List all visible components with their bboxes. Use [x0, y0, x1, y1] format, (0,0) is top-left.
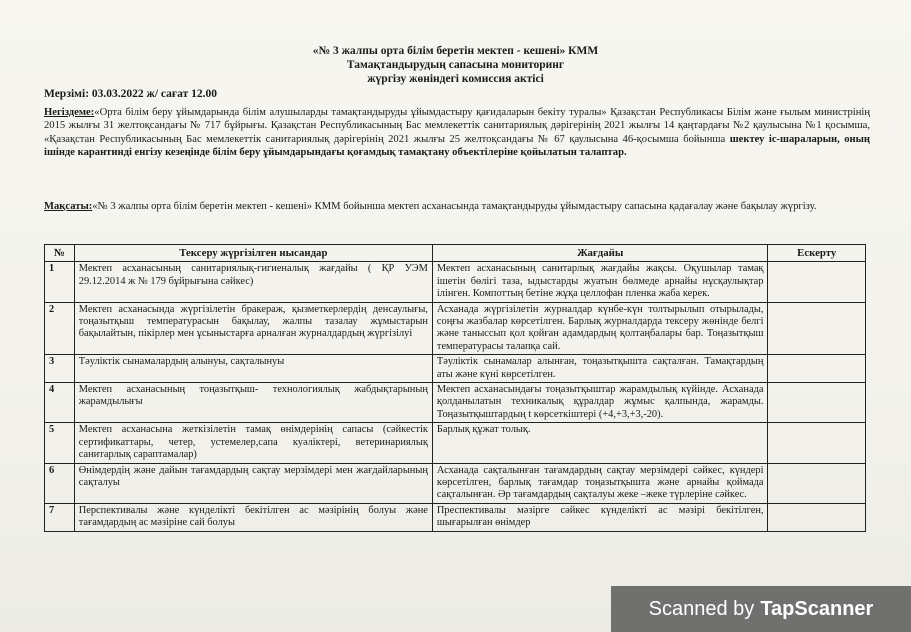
row-object: Мектеп асханасының санитариялық-гигиеналық жағдайы ( ҚР УЭМ 29.12.2014 ж № 179 бұйрығына сәйкес)	[74, 262, 432, 302]
purpose-label: Мақсаты:	[44, 201, 93, 212]
table-row	[45, 423, 866, 463]
table-row	[45, 355, 866, 383]
header-note: Ескерту	[768, 245, 866, 262]
row-status: Мектеп асханасындағы тоңазытқыштар жарамдылық күйінде. Асханада қолданылатын техникалық құралдар жұмыс қалпында, жарамды. Тоңазытқыштардың t көрсеткіштері (+4,+3,+3,-20).	[432, 383, 768, 423]
row-note	[768, 302, 866, 355]
header-line-3: жүргізу жөніндегі комиссия актісі	[367, 73, 544, 85]
row-status: Асханада жүргізілетін журналдар күнбе-күн толтырылып отырылады, соңғы жазбалар көрсетілген. Барлық журналдарда тексеру жөнінде белгі және таныссып қол қойған адамдардың қолтаңбалары бар. Тоңазытқыш температурасы талапқа сай.	[432, 302, 768, 355]
scanner-watermark	[611, 586, 911, 632]
header-status: Жағдайы	[432, 245, 768, 262]
basis-paragraph	[44, 106, 870, 160]
row-object: Тәуліктік сынамалардың алынуы, сақталынуы	[74, 355, 432, 383]
header-object: Тексеру жүргізілген нысандар	[74, 245, 432, 262]
row-number: 1	[45, 262, 75, 302]
row-object: Мектеп асханасында жүргізілетін бракераж, қызметкерлердің денсаулығы, тоңазытқыш температурасын бақылау, жалпы тазалау жұмыстарын бақылайтын, пікірлер мен ұсыныстарға арналған журналдардың жүргізілуі	[74, 302, 432, 355]
row-status: Тәуліктік сынамалар алынған, тоңазытқышта сақталған. Тамақтардың аты және күні көрсетілген.	[432, 355, 768, 383]
header-line-2: Тамақтандырудың сапасына мониторинг	[346, 59, 565, 71]
row-note	[768, 262, 866, 302]
row-note	[768, 423, 866, 463]
purpose-paragraph	[44, 200, 870, 213]
watermark-prefix: Scanned by	[648, 597, 755, 620]
inspection-table	[44, 244, 866, 532]
purpose-text: «№ 3 жалпы орта білім беретін мектеп - кешені» КММ бойынша мектеп асханасында тамақтандыруды ұйымдастыру сапасына қадағалау және бақылау жүргізу.	[92, 201, 817, 212]
header-line-1: «№ 3 жалпы орта білім беретін мектеп - кешені» КММ	[312, 45, 599, 57]
watermark-brand: TapScanner	[760, 597, 874, 620]
basis-bold-text: шектеу іс-шараларын, оның ішінде карантинді енгізу кезеңінде білім беру ұйымдарындағы қоғамдық тамақтану объектілеріне қойылатын талаптар.	[44, 133, 870, 159]
basis-label: Негіздеме:	[44, 107, 95, 118]
row-number: 7	[45, 503, 75, 531]
row-note	[768, 463, 866, 503]
date-line: Мерзімі: 03.03.2022 ж/ сағат 12.00	[44, 88, 217, 100]
row-number: 5	[45, 423, 75, 463]
table-row	[45, 463, 866, 503]
row-status: Барлық құжат толық.	[432, 423, 768, 463]
row-object: Өнімдердің және дайын тағамдардың сақтау мерзімдері мен жағдайларының сақталуы	[74, 463, 432, 503]
row-note	[768, 383, 866, 423]
row-status: Преспективалы мәзірге сәйкес күнделікті ас мәзірі бекітілген, шығарылған өнімдер	[432, 503, 768, 531]
row-note	[768, 355, 866, 383]
basis-text: «Орта білім беру ұйымдарында білім алушыларды тамақтандыруды ұйымдастыру қағидаларын бекіту туралы» Қазақстан Республикасы Білім және ғылым министрінің 2015 жылғы 31 желтоқсандағы № 717 бұйрығы. Қазақстан Республикасының Бас мемлекеттік санитариялық дәрігерінің 2021 жылғы 14 қаңтардағы №2 қаулысына №1 қосымша, «Қазақстан Республикасының Бас мемлекеттік санитариялық дәрігерінің 2021 жылғы 25 желтоқсандағы № 67 қаулысына 46-қосымша бойынша	[44, 107, 870, 145]
row-object: Мектеп асханасының тоңазытқыш- технологиялық жабдықтарының жарамдылығы	[74, 383, 432, 423]
row-number: 6	[45, 463, 75, 503]
table-row	[45, 302, 866, 355]
row-note	[768, 503, 866, 531]
row-object: Мектеп асханасына жеткізілетін тамақ өнімдерінің сапасы (сәйкестік сертификаттары, четер, устемелер,сапа куәліктері, ветеринариялық санитарлық сараптамалар)	[74, 423, 432, 463]
row-number: 2	[45, 302, 75, 355]
row-number: 3	[45, 355, 75, 383]
row-status: Асханада сақталынған тағамдардың сақтау мерзімдері сәйкес, күндері көрсетілген, барлық тағамдар тоңазытқышта және арнайы қоймада сақталынған. Әр тағамдардың сақталуы жеке –жеке түрлеріне сәйкес.	[432, 463, 768, 503]
table-row	[45, 503, 866, 531]
table-header-row	[45, 245, 866, 262]
row-number: 4	[45, 383, 75, 423]
table-row	[45, 262, 866, 302]
table-row	[45, 383, 866, 423]
header-number: №	[45, 245, 75, 262]
row-status: Мектеп асханасының санитарлық жағдайы жақсы. Оқушылар тамақ ішетін бөлігі таза, ыдыстарды жуатын бөлмеде арнайы нұсқаулықтар ілінген. Компоттың бетіне жұқа целлофан пленка жаба керек.	[432, 262, 768, 302]
row-object: Перспективалы және күнделікті бекітілген ас мәзірінің болуы және тағамдардың ас мәзіріне сай болуы	[74, 503, 432, 531]
